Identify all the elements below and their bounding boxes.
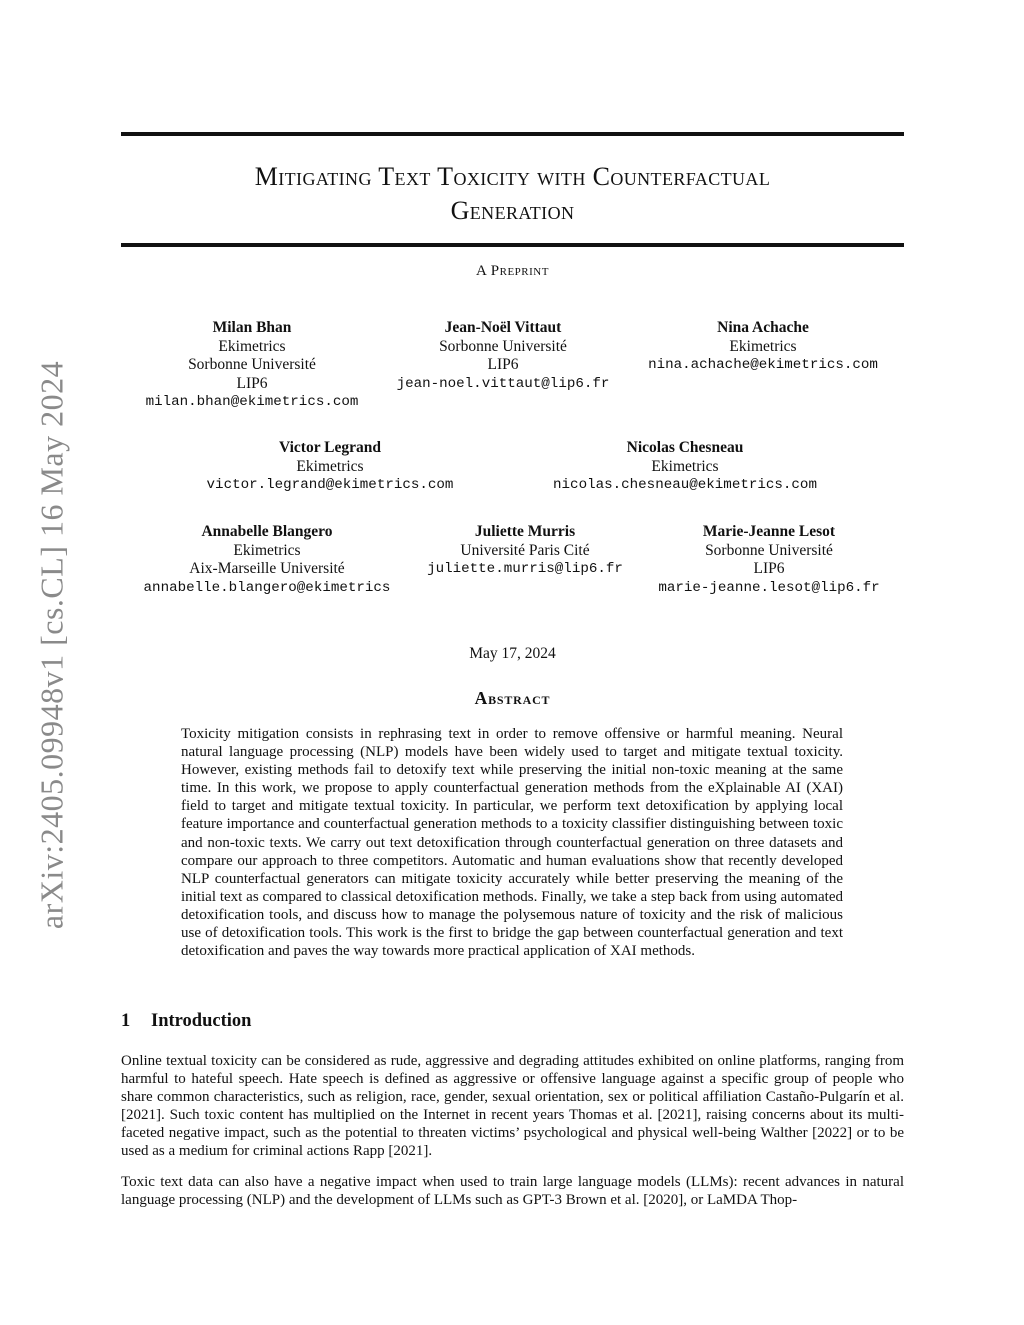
section-heading	[121, 1011, 251, 1032]
author-affiliation: LIP6	[236, 374, 268, 392]
author-name: Juliette Murris	[474, 523, 576, 540]
author-affiliation: LIP6	[753, 560, 785, 577]
author-affiliation: Ekimetrics	[729, 337, 797, 355]
author-affiliation: LIP6	[487, 356, 519, 373]
author-name: Milan Bhan	[212, 319, 292, 336]
author-email: annabelle.blangero@ekimetrics	[143, 579, 391, 596]
author-affiliation: Sorbonne Université	[188, 356, 316, 373]
author-email: nina.achache@ekimetrics.com	[648, 357, 878, 373]
author-name: Marie-Jeanne Lesot	[702, 523, 836, 540]
author-block-8	[619, 523, 919, 597]
author-email: nicolas.chesneau@ekimetrics.com	[553, 477, 817, 493]
author-affiliation: Université Paris Cité	[460, 541, 590, 559]
author-name: Victor Legrand	[278, 439, 382, 456]
author-affiliation: Ekimetrics	[296, 457, 364, 475]
publication-date: May 17, 2024	[469, 645, 556, 662]
author-name: Nina Achache	[717, 319, 809, 336]
body-paragraph-1: Online textual toxicity can be considered as rude, aggressive and degrading attitudes exhibited on online platforms, ranging from harmful to hateful speech. Hate speech is defined as aggressive or offensive language against a specific group of people who share common characteristics, such as religion, race, gender, sexual orientation, sex or political affiliation Castaño-Pulgarín et al. [2021]. Such toxic content has multiplied on the Internet in recent years Thomas et al. [2021], raising concerns about its multi-faceted negative impact, such as the potential to threaten victims’ psychological and physical well-being Walther [2022] or to be used as a medium for criminal actions Rapp [2021].	[121, 1053, 904, 1160]
author-block-6	[117, 523, 417, 597]
author-affiliation: Ekimetrics	[233, 541, 301, 559]
author-email: milan.bhan@ekimetrics.com	[145, 394, 359, 410]
section-title: Introduction	[151, 1011, 252, 1031]
author-affiliation: Ekimetrics	[218, 337, 286, 355]
author-name: Jean-Noël Vittaut	[444, 319, 562, 336]
author-affiliation: Ekimetrics	[651, 457, 719, 475]
title-line-2: Generation	[450, 196, 575, 225]
body-paragraph-2: Toxic text data can also have a negative impact when used to train large language models (LLMs): recent advances in natural language processing (NLP) and the development of LLMs such as GPT-3 Brown et al. [2020], or LaMDA Thop-	[121, 1174, 904, 1209]
author-affiliation: Sorbonne Université	[439, 337, 567, 355]
author-block-4	[180, 439, 480, 495]
arxiv-side-stamp: arXiv:2405.09948v1 [cs.CL] 16 May 2024	[33, 360, 70, 930]
preprint-label: A Preprint	[476, 263, 549, 279]
author-block-3	[613, 319, 913, 375]
author-email: juliette.murris@lip6.fr	[427, 561, 623, 577]
author-email: victor.legrand@ekimetrics.com	[206, 477, 454, 493]
abstract-heading: Abstract	[474, 688, 551, 708]
abstract-text: Toxicity mitigation consists in rephrasing text in order to remove offensive or harmful meaning. Neural natural language processing (NLP) models have been widely used to target and mitigate textual toxicity. However, existing methods fail to detoxify text while preserving the initial non-toxic meaning at the same time. In this work, we propose to apply counterfactual generation methods from the eXplainable AI (XAI) field to target and mitigate textual toxicity. In particular, we perform text detoxification by applying local feature importance and counterfactual generation methods to a toxicity classifier distinguishing between toxic and non-toxic texts. We carry out text detoxification through counterfactual generation on three datasets and compare our approach to three competitors. Automatic and human evaluations show that recently developed NLP counterfactual generators can mitigate toxicity accurately while better preserving the meaning of the initial text as compared to classical detoxification methods. Finally, we take a step back from using automated detoxification tools, and discuss how to manage the polysemous nature of toxicity and the risk of malicious use of detoxification tools. This work is the first to bridge the gap between counterfactual generation and text detoxification and paves the way towards more practical application of XAI methods.	[181, 726, 843, 960]
section-number: 1	[121, 1011, 131, 1031]
author-name: Annabelle Blangero	[201, 523, 333, 540]
author-block-5	[535, 439, 835, 495]
paper-title	[121, 160, 904, 228]
author-affiliation: Aix-Marseille Université	[189, 560, 345, 577]
author-email: marie-jeanne.lesot@lip6.fr	[658, 579, 880, 596]
title-bottom-rule	[121, 243, 904, 247]
title-line-1: Mitigating Text Toxicity with Counterfactual	[254, 162, 771, 191]
author-block-2	[353, 319, 653, 393]
author-email: jean-noel.vittaut@lip6.fr	[396, 375, 610, 392]
author-name: Nicolas Chesneau	[626, 439, 744, 456]
title-top-rule	[121, 132, 904, 136]
author-affiliation: Sorbonne Université	[705, 541, 833, 559]
